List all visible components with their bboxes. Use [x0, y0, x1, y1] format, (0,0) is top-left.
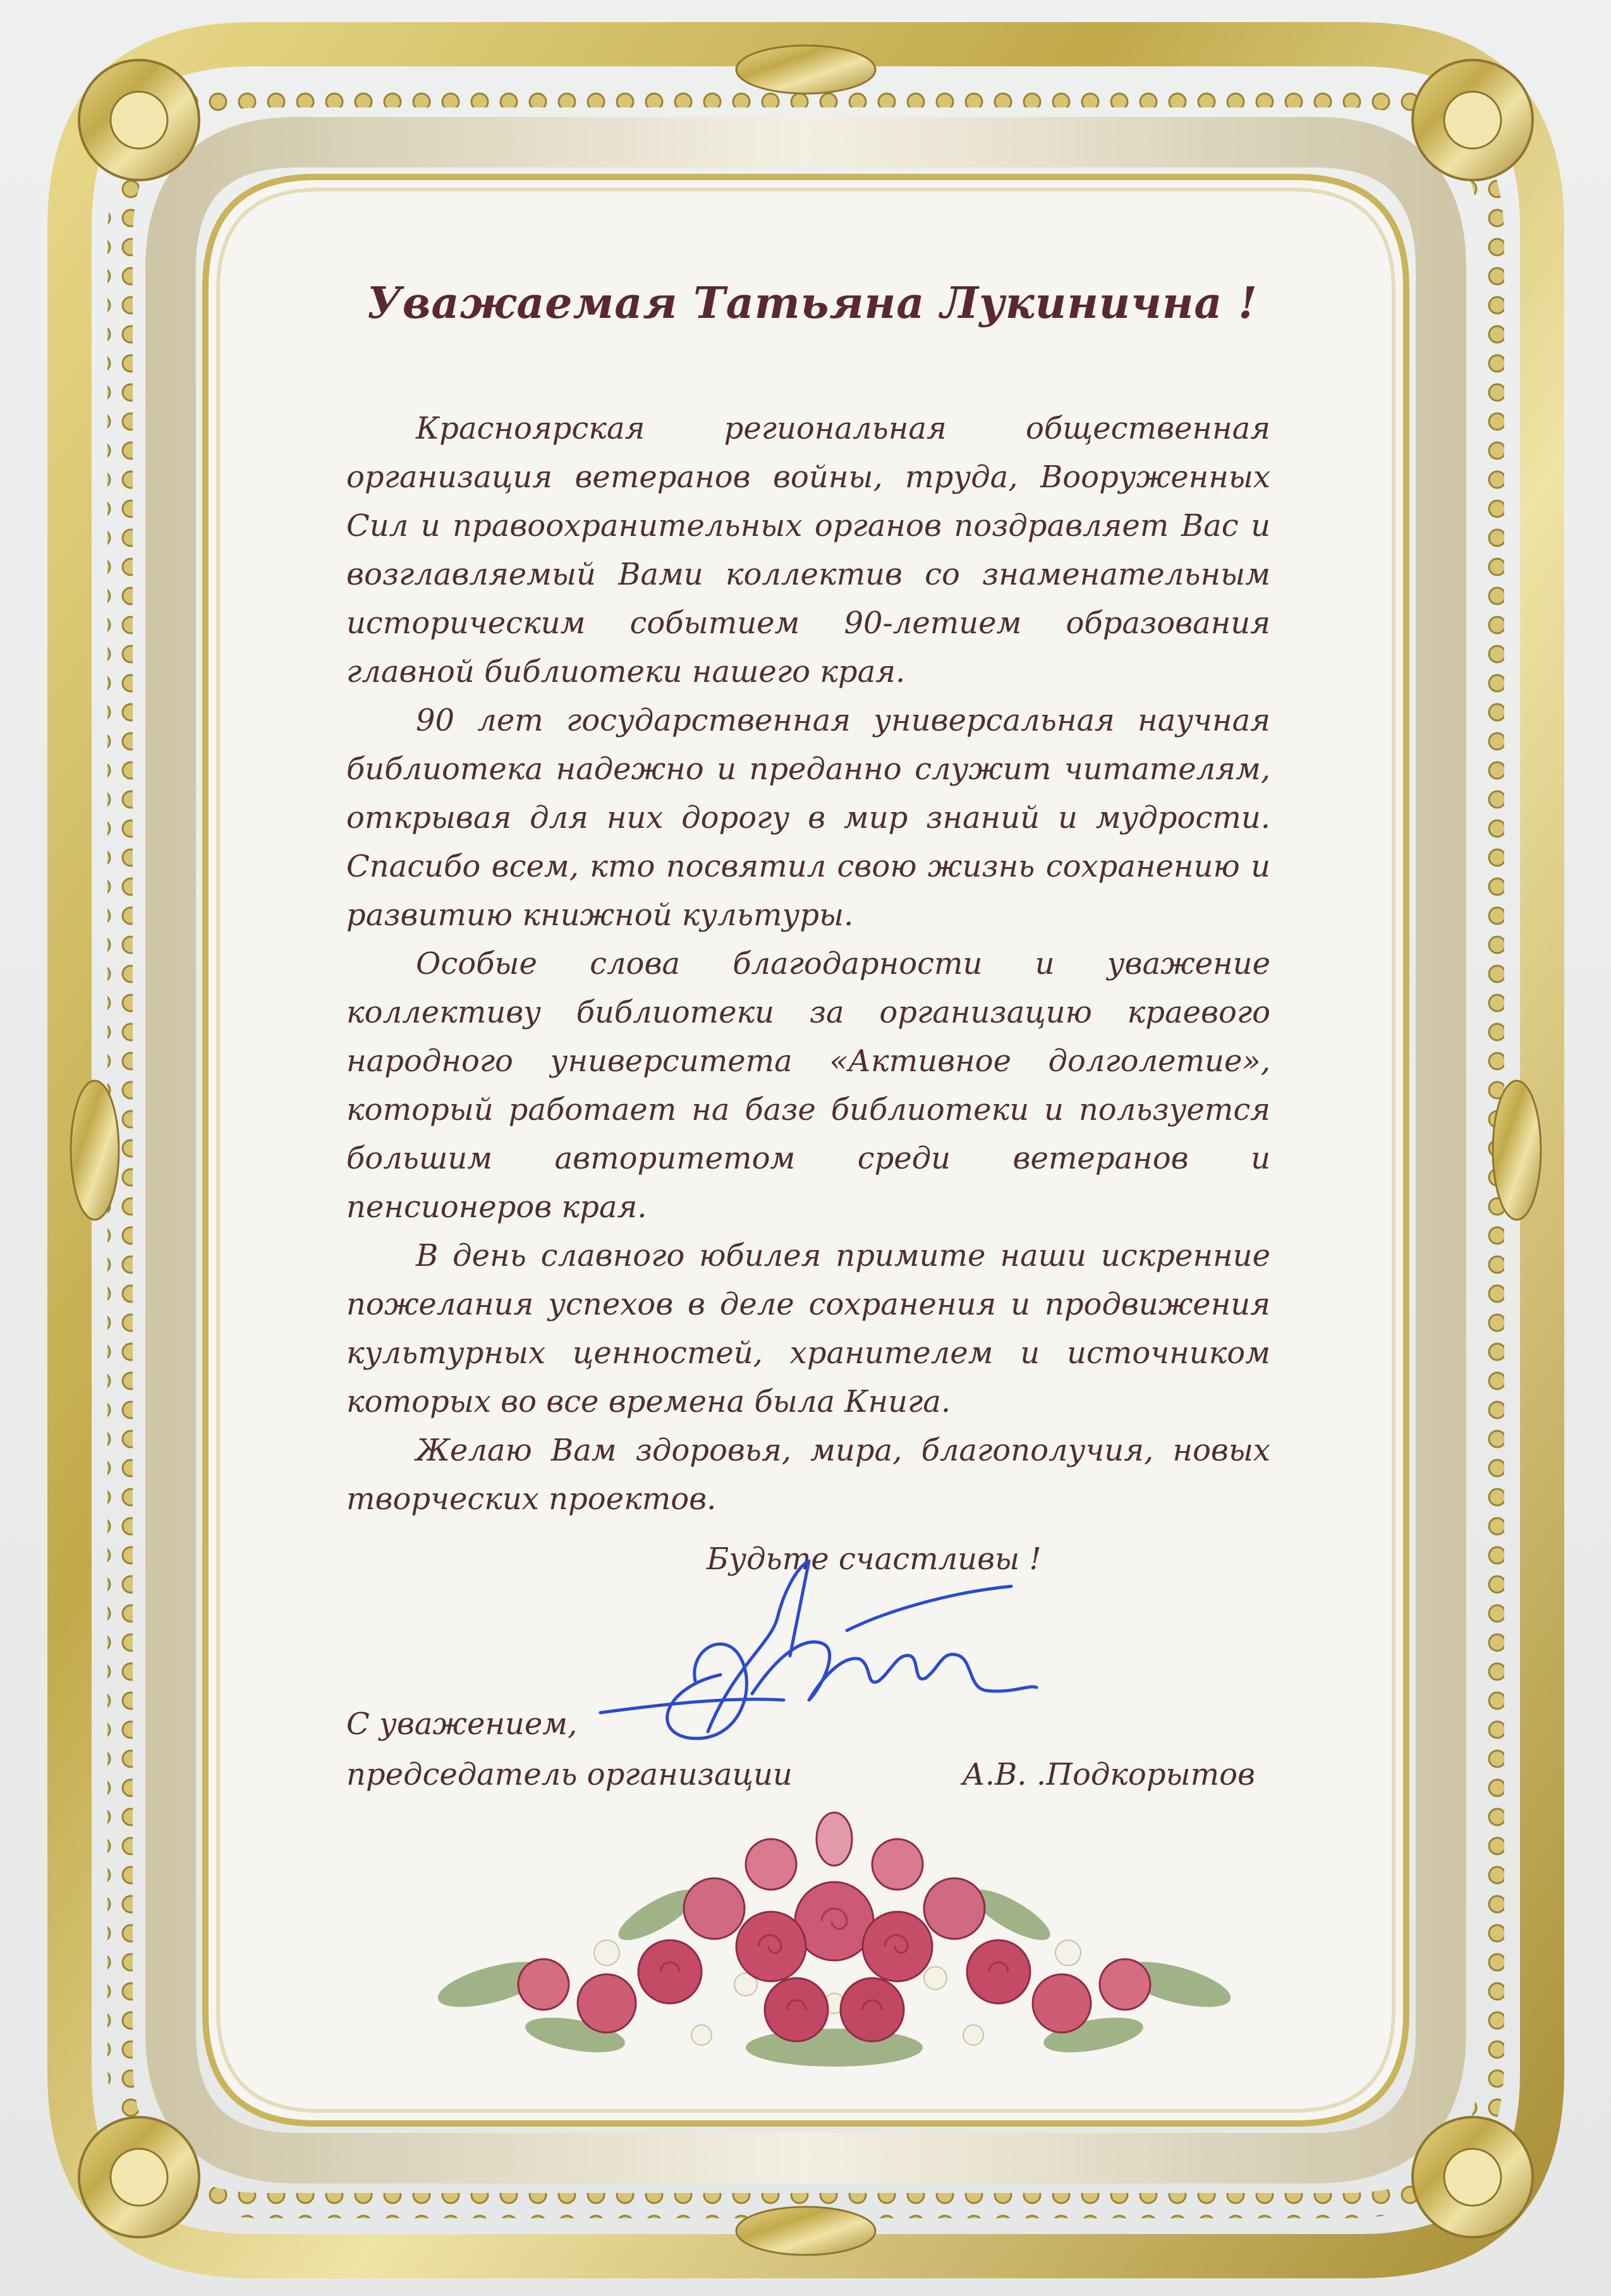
rose-bouquet-icon	[417, 1795, 1251, 2086]
paragraph: Желаю Вам здоровья, мира, благополучия, новых творческих проектов.	[346, 1432, 1270, 1517]
paragraph: 90 лет государственная универсальная научная библиотека надежно и преданно служит читателям, открывая для них дорогу в мир знаний и мудрости. Спасибо всем, кто посвятил свою жизнь сохранению и развитию книжной культуры.	[346, 702, 1270, 933]
signoff-line-regards: С уважением,	[346, 1706, 578, 1742]
signoff-left	[346, 1699, 793, 1800]
signoff-line-title: председатель организации	[346, 1757, 793, 1792]
greeting: Уважаемая Татьяна Лукинична !	[367, 278, 1258, 329]
closing-wish: Будьте счастливы !	[707, 1541, 1042, 1577]
letter-text	[346, 404, 1270, 1524]
paragraph: Красноярская региональная общественная организация ветеранов войны, труда, Вооруженных Сил и правоохранительных органов поздравляет Вас и возглавляемый Вами коллектив со знаменательным историческим событием 90-летием образования главной библиотеки нашего края.	[346, 410, 1270, 689]
paragraph: Особые слова благодарности и уважение коллективу библиотеки за организацию краевого народного университета «Активное долголетие», который работает на базе библиотеки и пользуется большим авторитетом среди ветеранов и пенсионеров края.	[346, 945, 1270, 1225]
paragraph: В день славного юбилея примите наши искренние пожелания успехов в деле сохранения и продвижения культурных ценностей, хранителем и источником которых во все времена была Книга.	[346, 1237, 1270, 1419]
signer-name: А.В. .Подкорытов	[962, 1757, 1255, 1792]
letter-body	[346, 278, 1270, 1584]
